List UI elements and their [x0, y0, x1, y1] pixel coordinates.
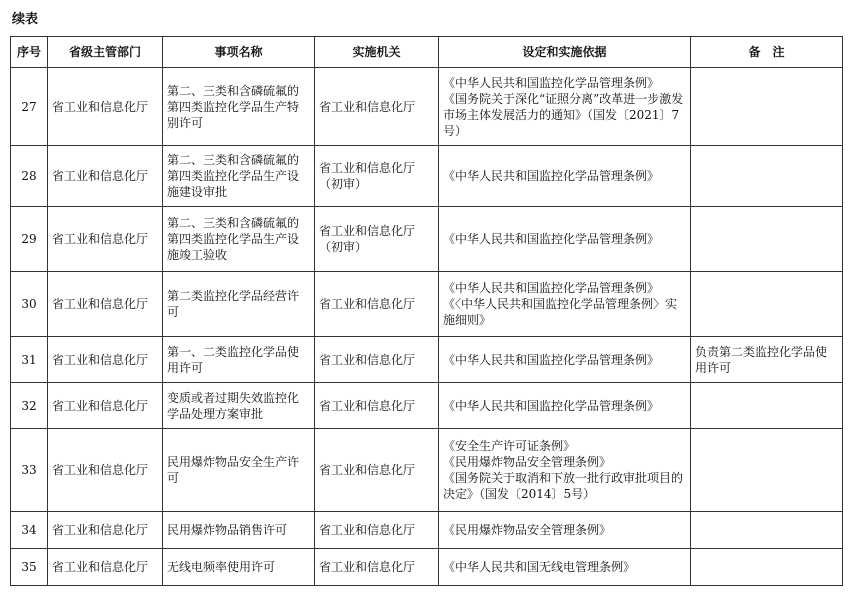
row-number: 29: [11, 207, 48, 272]
table-row: [11, 429, 843, 512]
row-item-name: 无线电频率使用许可: [163, 549, 315, 586]
row-item-name: 第一、二类监控化学品使用许可: [163, 337, 315, 383]
table-row: [11, 383, 843, 429]
table-row: [11, 512, 843, 549]
permits-table: [10, 36, 843, 586]
row-number: 27: [11, 68, 48, 146]
row-department: 省工业和信息化厅: [48, 549, 163, 586]
table-row: [11, 549, 843, 586]
row-agency: 省工业和信息化厅: [315, 68, 439, 146]
row-item-name: 第二、三类和含磷硫氟的第四类监控化学品生产特别许可: [163, 68, 315, 146]
basis-line: 《中华人民共和国监控化学品管理条例》: [443, 232, 660, 246]
row-number: 33: [11, 429, 48, 512]
row-department: 省工业和信息化厅: [48, 337, 163, 383]
header-basis: 设定和实施依据: [439, 37, 691, 68]
row-department: 省工业和信息化厅: [48, 68, 163, 146]
row-basis: [439, 549, 691, 586]
row-note: [691, 383, 843, 429]
header-note: 备 注: [691, 37, 843, 68]
basis-line: 《中华人民共和国监控化学品管理条例》: [443, 75, 660, 90]
row-basis: [439, 207, 691, 272]
row-number: 35: [11, 549, 48, 586]
row-department: 省工业和信息化厅: [48, 429, 163, 512]
basis-line: 《民用爆炸物品安全管理条例》: [443, 523, 612, 537]
header-no: 序号: [11, 37, 48, 68]
row-note: [691, 549, 843, 586]
basis-line: 《中华人民共和国监控化学品管理条例》: [443, 169, 660, 183]
row-agency: 省工业和信息化厅（初审）: [315, 207, 439, 272]
basis-line: 《〈中华人民共和国监控化学品管理条例〉实施细则》: [443, 297, 678, 327]
basis-line: 《国务院关于取消和下放一批行政审批项目的决定》（国发〔2014〕5号）: [443, 471, 684, 501]
row-note: [691, 207, 843, 272]
row-number: 31: [11, 337, 48, 383]
header-row: [11, 37, 843, 68]
row-department: 省工业和信息化厅: [48, 512, 163, 549]
row-number: 28: [11, 146, 48, 207]
row-agency: 省工业和信息化厅: [315, 549, 439, 586]
row-item-name: 第二类监控化学品经营许可: [163, 272, 315, 337]
row-note: [691, 272, 843, 337]
row-item-name: 变质或者过期失效监控化学品处理方案审批: [163, 383, 315, 429]
row-basis: [439, 383, 691, 429]
row-basis: [439, 272, 691, 337]
basis-line: 《安全生产许可证条例》: [443, 439, 576, 453]
row-item-name: 第二、三类和含磷硫氟的第四类监控化学品生产设施建设审批: [163, 146, 315, 207]
row-department: 省工业和信息化厅: [48, 272, 163, 337]
row-basis: [439, 68, 691, 146]
row-item-name: 第二、三类和含磷硫氟的第四类监控化学品生产设施竣工验收: [163, 207, 315, 272]
basis-line: 《国务院关于深化“证照分离”改革进一步激发市场主体发展活力的通知》（国发〔2021〕7号）: [443, 91, 684, 138]
row-agency: 省工业和信息化厅: [315, 337, 439, 383]
row-number: 30: [11, 272, 48, 337]
row-basis: [439, 429, 691, 512]
table-row: [11, 207, 843, 272]
row-agency: 省工业和信息化厅: [315, 383, 439, 429]
header-dept: 省级主管部门: [48, 37, 163, 68]
row-basis: [439, 512, 691, 549]
row-department: 省工业和信息化厅: [48, 383, 163, 429]
row-agency: 省工业和信息化厅: [315, 429, 439, 512]
basis-line: 《中华人民共和国监控化学品管理条例》: [443, 281, 660, 295]
row-agency: 省工业和信息化厅: [315, 512, 439, 549]
table-caption: 续表: [12, 12, 39, 27]
basis-line: 《民用爆炸物品安全管理条例》: [443, 455, 612, 469]
basis-line: 《中华人民共和国监控化学品管理条例》: [443, 398, 660, 413]
row-item-name: 民用爆炸物品安全生产许可: [163, 429, 315, 512]
row-basis: [439, 337, 691, 383]
table-row: [11, 337, 843, 383]
row-department: 省工业和信息化厅: [48, 146, 163, 207]
row-agency: 省工业和信息化厅: [315, 272, 439, 337]
row-department: 省工业和信息化厅: [48, 207, 163, 272]
table-row: [11, 68, 843, 146]
row-basis: [439, 146, 691, 207]
basis-line: 《中华人民共和国无线电管理条例》: [443, 560, 636, 574]
row-note: [691, 146, 843, 207]
row-note: [691, 512, 843, 549]
basis-line: 《中华人民共和国监控化学品管理条例》: [443, 352, 660, 367]
row-item-name: 民用爆炸物品销售许可: [163, 512, 315, 549]
table-row: [11, 146, 843, 207]
row-agency: 省工业和信息化厅（初审）: [315, 146, 439, 207]
row-note: 负责第二类监控化学品使用许可: [691, 337, 843, 383]
table-row: [11, 272, 843, 337]
row-note: [691, 429, 843, 512]
row-number: 32: [11, 383, 48, 429]
header-agency: 实施机关: [315, 37, 439, 68]
header-item: 事项名称: [163, 37, 315, 68]
row-number: 34: [11, 512, 48, 549]
row-note: [691, 68, 843, 146]
